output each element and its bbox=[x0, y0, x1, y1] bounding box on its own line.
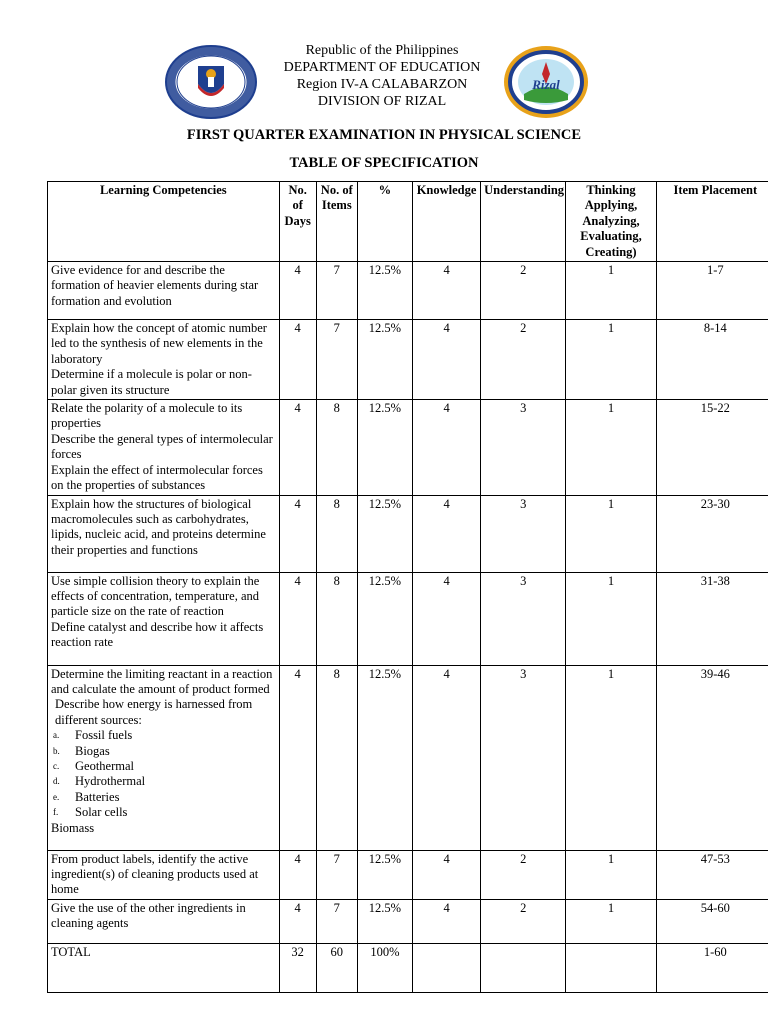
col-items: No. of Items bbox=[316, 182, 357, 262]
knowledge-cell: 4 bbox=[412, 495, 480, 572]
knowledge-cell: 4 bbox=[412, 665, 480, 850]
thinking-cell: 1 bbox=[566, 262, 656, 320]
percent-cell: 12.5% bbox=[357, 262, 412, 320]
items-cell: 7 bbox=[316, 262, 357, 320]
thinking-cell: 1 bbox=[566, 899, 656, 943]
days-cell: 4 bbox=[279, 665, 316, 850]
placement-cell: 15-22 bbox=[656, 400, 768, 495]
total-label: TOTAL bbox=[48, 943, 280, 992]
items-cell: 8 bbox=[316, 665, 357, 850]
knowledge-cell: 4 bbox=[412, 400, 480, 495]
competency-cell: Give evidence for and describe the formation of heavier elements during star formation and evolution bbox=[48, 262, 280, 320]
table-row bbox=[48, 262, 768, 320]
competency-cell: Relate the polarity of a molecule to its properties Describe the general types of intermolecular forces Explain the effect of intermolecular forces on the properties of substances bbox=[48, 400, 280, 495]
percent-cell: 12.5% bbox=[357, 320, 412, 400]
items-cell: 8 bbox=[316, 400, 357, 495]
region-line: Region IV-A CALABARZON bbox=[296, 77, 468, 92]
knowledge-cell: 4 bbox=[412, 320, 480, 400]
placement-cell: 8-14 bbox=[656, 320, 768, 400]
total-thinking bbox=[566, 943, 656, 992]
table-row bbox=[48, 665, 768, 850]
understanding-cell: 2 bbox=[481, 899, 566, 943]
knowledge-cell: 4 bbox=[412, 850, 480, 899]
division-seal-icon bbox=[502, 44, 590, 120]
thinking-cell: 1 bbox=[566, 495, 656, 572]
knowledge-cell: 4 bbox=[412, 262, 480, 320]
total-items: 60 bbox=[316, 943, 357, 992]
letterhead bbox=[0, 40, 768, 120]
total-placement: 1-60 bbox=[656, 943, 768, 992]
list-item: b. Biogas bbox=[53, 743, 110, 758]
items-cell: 7 bbox=[316, 850, 357, 899]
total-days: 32 bbox=[279, 943, 316, 992]
placement-cell: 39-46 bbox=[656, 665, 768, 850]
col-days: No. of Days bbox=[279, 182, 316, 262]
list-item: e. Batteries bbox=[53, 789, 120, 804]
total-knowledge bbox=[412, 943, 480, 992]
competency-cell: Determine the limiting reactant in a reaction and calculate the amount of product formed Describe how energy is harnessed from different sources: a. Fossil fuels b. Biogas c. Geothermal d. Hydrothermal e. Batteries f. Solar cells Biomass bbox=[48, 665, 280, 850]
competency-cell: Explain how the structures of biological macromolecules such as carbohydrates, lipids, nucleic acid, and proteins determine their properties and functions bbox=[48, 495, 280, 572]
placement-cell: 54-60 bbox=[656, 899, 768, 943]
knowledge-cell: 4 bbox=[412, 899, 480, 943]
placement-cell: 23-30 bbox=[656, 495, 768, 572]
total-understanding bbox=[481, 943, 566, 992]
competency-cell: From product labels, identify the active ingredient(s) of cleaning products used at home bbox=[48, 850, 280, 899]
list-item: d. Hydrothermal bbox=[53, 774, 146, 789]
letterhead-text bbox=[262, 42, 502, 110]
department-line: DEPARTMENT OF EDUCATION bbox=[283, 60, 481, 75]
competency-cell: Explain how the concept of atomic number led to the synthesis of new elements in the laboratory Determine if a molecule is polar or non-polar given its structure bbox=[48, 320, 280, 400]
total-percent: 100% bbox=[357, 943, 412, 992]
republic-line: Republic of the Philippines bbox=[305, 43, 459, 58]
days-cell: 4 bbox=[279, 400, 316, 495]
table-row bbox=[48, 320, 768, 400]
thinking-cell: 1 bbox=[566, 320, 656, 400]
percent-cell: 12.5% bbox=[357, 899, 412, 943]
table-title: TABLE OF SPECIFICATION bbox=[289, 155, 479, 171]
thinking-cell: 1 bbox=[566, 572, 656, 665]
percent-cell: 12.5% bbox=[357, 495, 412, 572]
days-cell: 4 bbox=[279, 262, 316, 320]
percent-cell: 12.5% bbox=[357, 665, 412, 850]
understanding-cell: 2 bbox=[481, 262, 566, 320]
understanding-cell: 3 bbox=[481, 400, 566, 495]
col-placement: Item Placement bbox=[656, 182, 768, 262]
col-understanding: Understanding bbox=[481, 182, 566, 262]
svg-text:Rizal: Rizal bbox=[532, 77, 560, 92]
knowledge-cell: 4 bbox=[412, 572, 480, 665]
division-line: DIVISION OF RIZAL bbox=[317, 94, 447, 109]
deped-seal-icon bbox=[164, 44, 258, 120]
list-item: c. Geothermal bbox=[53, 758, 135, 773]
placement-cell: 31-38 bbox=[656, 572, 768, 665]
table-row bbox=[48, 850, 768, 899]
exam-title: FIRST QUARTER EXAMINATION IN PHYSICAL SCIENCE bbox=[186, 127, 582, 143]
thinking-cell: 1 bbox=[566, 400, 656, 495]
percent-cell: 12.5% bbox=[357, 850, 412, 899]
table-row bbox=[48, 495, 768, 572]
competency-cell: Use simple collision theory to explain the effects of concentration, temperature, and particle size on the rate of reaction Define catalyst and describe how it affects reaction rate bbox=[48, 572, 280, 665]
table-row bbox=[48, 400, 768, 495]
col-knowledge: Knowledge bbox=[412, 182, 480, 262]
days-cell: 4 bbox=[279, 495, 316, 572]
days-cell: 4 bbox=[279, 320, 316, 400]
competency-cell: Give the use of the other ingredients in cleaning agents bbox=[48, 899, 280, 943]
thinking-cell: 1 bbox=[566, 665, 656, 850]
placement-cell: 47-53 bbox=[656, 850, 768, 899]
percent-cell: 12.5% bbox=[357, 400, 412, 495]
understanding-cell: 3 bbox=[481, 665, 566, 850]
days-cell: 4 bbox=[279, 899, 316, 943]
understanding-cell: 2 bbox=[481, 850, 566, 899]
col-percent: % bbox=[357, 182, 412, 262]
thinking-cell: 1 bbox=[566, 850, 656, 899]
understanding-cell: 3 bbox=[481, 495, 566, 572]
energy-sources-list bbox=[51, 728, 276, 820]
items-cell: 7 bbox=[316, 320, 357, 400]
understanding-cell: 2 bbox=[481, 320, 566, 400]
col-thinking: Thinking Applying, Analyzing, Evaluating, Creating) bbox=[566, 182, 656, 262]
items-cell: 7 bbox=[316, 899, 357, 943]
items-cell: 8 bbox=[316, 572, 357, 665]
specification-table bbox=[47, 181, 768, 993]
placement-cell: 1-7 bbox=[656, 262, 768, 320]
percent-cell: 12.5% bbox=[357, 572, 412, 665]
days-cell: 4 bbox=[279, 850, 316, 899]
understanding-cell: 3 bbox=[481, 572, 566, 665]
days-cell: 4 bbox=[279, 572, 316, 665]
items-cell: 8 bbox=[316, 495, 357, 572]
list-item: a. Fossil fuels bbox=[53, 728, 133, 743]
table-row bbox=[48, 572, 768, 665]
table-header-row bbox=[48, 182, 768, 262]
total-row bbox=[48, 943, 768, 992]
col-competencies: Learning Competencies bbox=[48, 182, 280, 262]
table-row bbox=[48, 899, 768, 943]
list-item: f. Solar cells bbox=[53, 805, 128, 820]
